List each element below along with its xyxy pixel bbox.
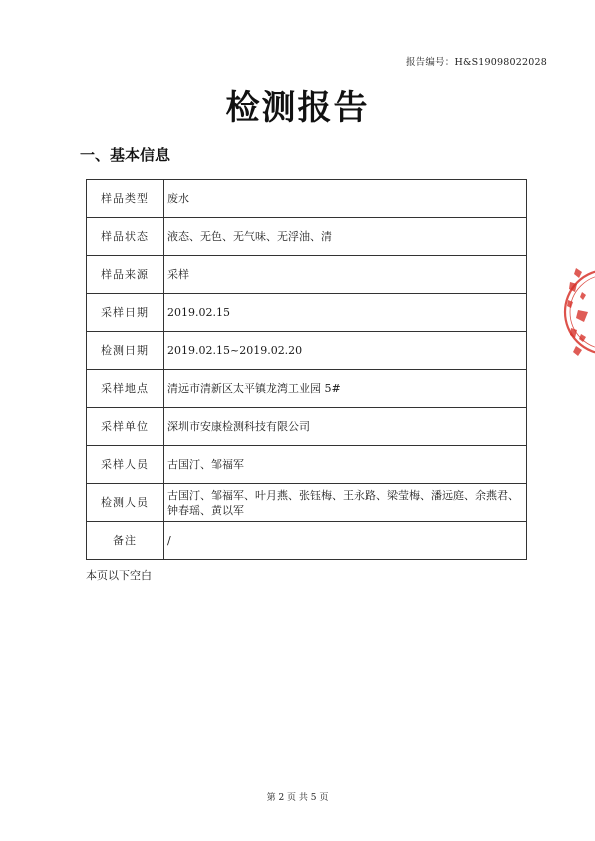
row-value-samplers: 古国汀、邹福军 <box>164 446 527 484</box>
row-value-sampling-unit: 深圳市安康检测科技有限公司 <box>164 408 527 446</box>
row-label-remarks: 备注 <box>87 522 164 560</box>
page-number: 第 2 页 共 5 页 <box>266 793 329 803</box>
table-row <box>87 408 527 446</box>
table-row <box>87 218 527 256</box>
row-label-sampling-date: 采样日期 <box>87 294 164 332</box>
row-value-sampling-location: 清远市清新区太平镇龙湾工业园 5# <box>164 370 527 408</box>
basic-info-table <box>86 179 527 560</box>
table-row <box>87 484 527 522</box>
row-label-sampling-unit: 采样单位 <box>87 408 164 446</box>
table-row <box>87 522 527 560</box>
row-label-sample-source: 样品来源 <box>87 256 164 294</box>
seal-stamp-icon <box>562 262 595 362</box>
row-value-sample-state: 液态、无色、无气味、无浮油、清 <box>164 218 527 256</box>
row-label-testing-date: 检测日期 <box>87 332 164 370</box>
table-row <box>87 370 527 408</box>
section-heading: 一、基本信息 <box>80 146 171 164</box>
row-value-testers: 古国汀、邹福军、叶月燕、张钰梅、王永路、梁莹梅、潘远庭、余燕君、钟春瑶、黄以军 <box>164 484 527 522</box>
row-label-samplers: 采样人员 <box>87 446 164 484</box>
row-label-sampling-location: 采样地点 <box>87 370 164 408</box>
row-label-sample-type: 样品类型 <box>87 180 164 218</box>
table-row <box>87 256 527 294</box>
table-row <box>87 446 527 484</box>
report-number: 报告编号：H&S19098022028 <box>405 57 547 68</box>
row-value-sample-type: 废水 <box>164 180 527 218</box>
row-value-sample-source: 采样 <box>164 256 527 294</box>
row-label-sample-state: 样品状态 <box>87 218 164 256</box>
table-row <box>87 332 527 370</box>
row-value-remarks: / <box>164 522 527 560</box>
row-value-testing-date: 2019.02.15~2019.02.20 <box>164 332 527 370</box>
table-row <box>87 180 527 218</box>
table-row <box>87 294 527 332</box>
row-value-sampling-date: 2019.02.15 <box>164 294 527 332</box>
seal-stamp-graphic <box>562 262 595 362</box>
row-label-testers: 检测人员 <box>87 484 164 522</box>
blank-below-note: 本页以下空白 <box>86 569 152 582</box>
document-title: 检测报告 <box>225 88 370 128</box>
